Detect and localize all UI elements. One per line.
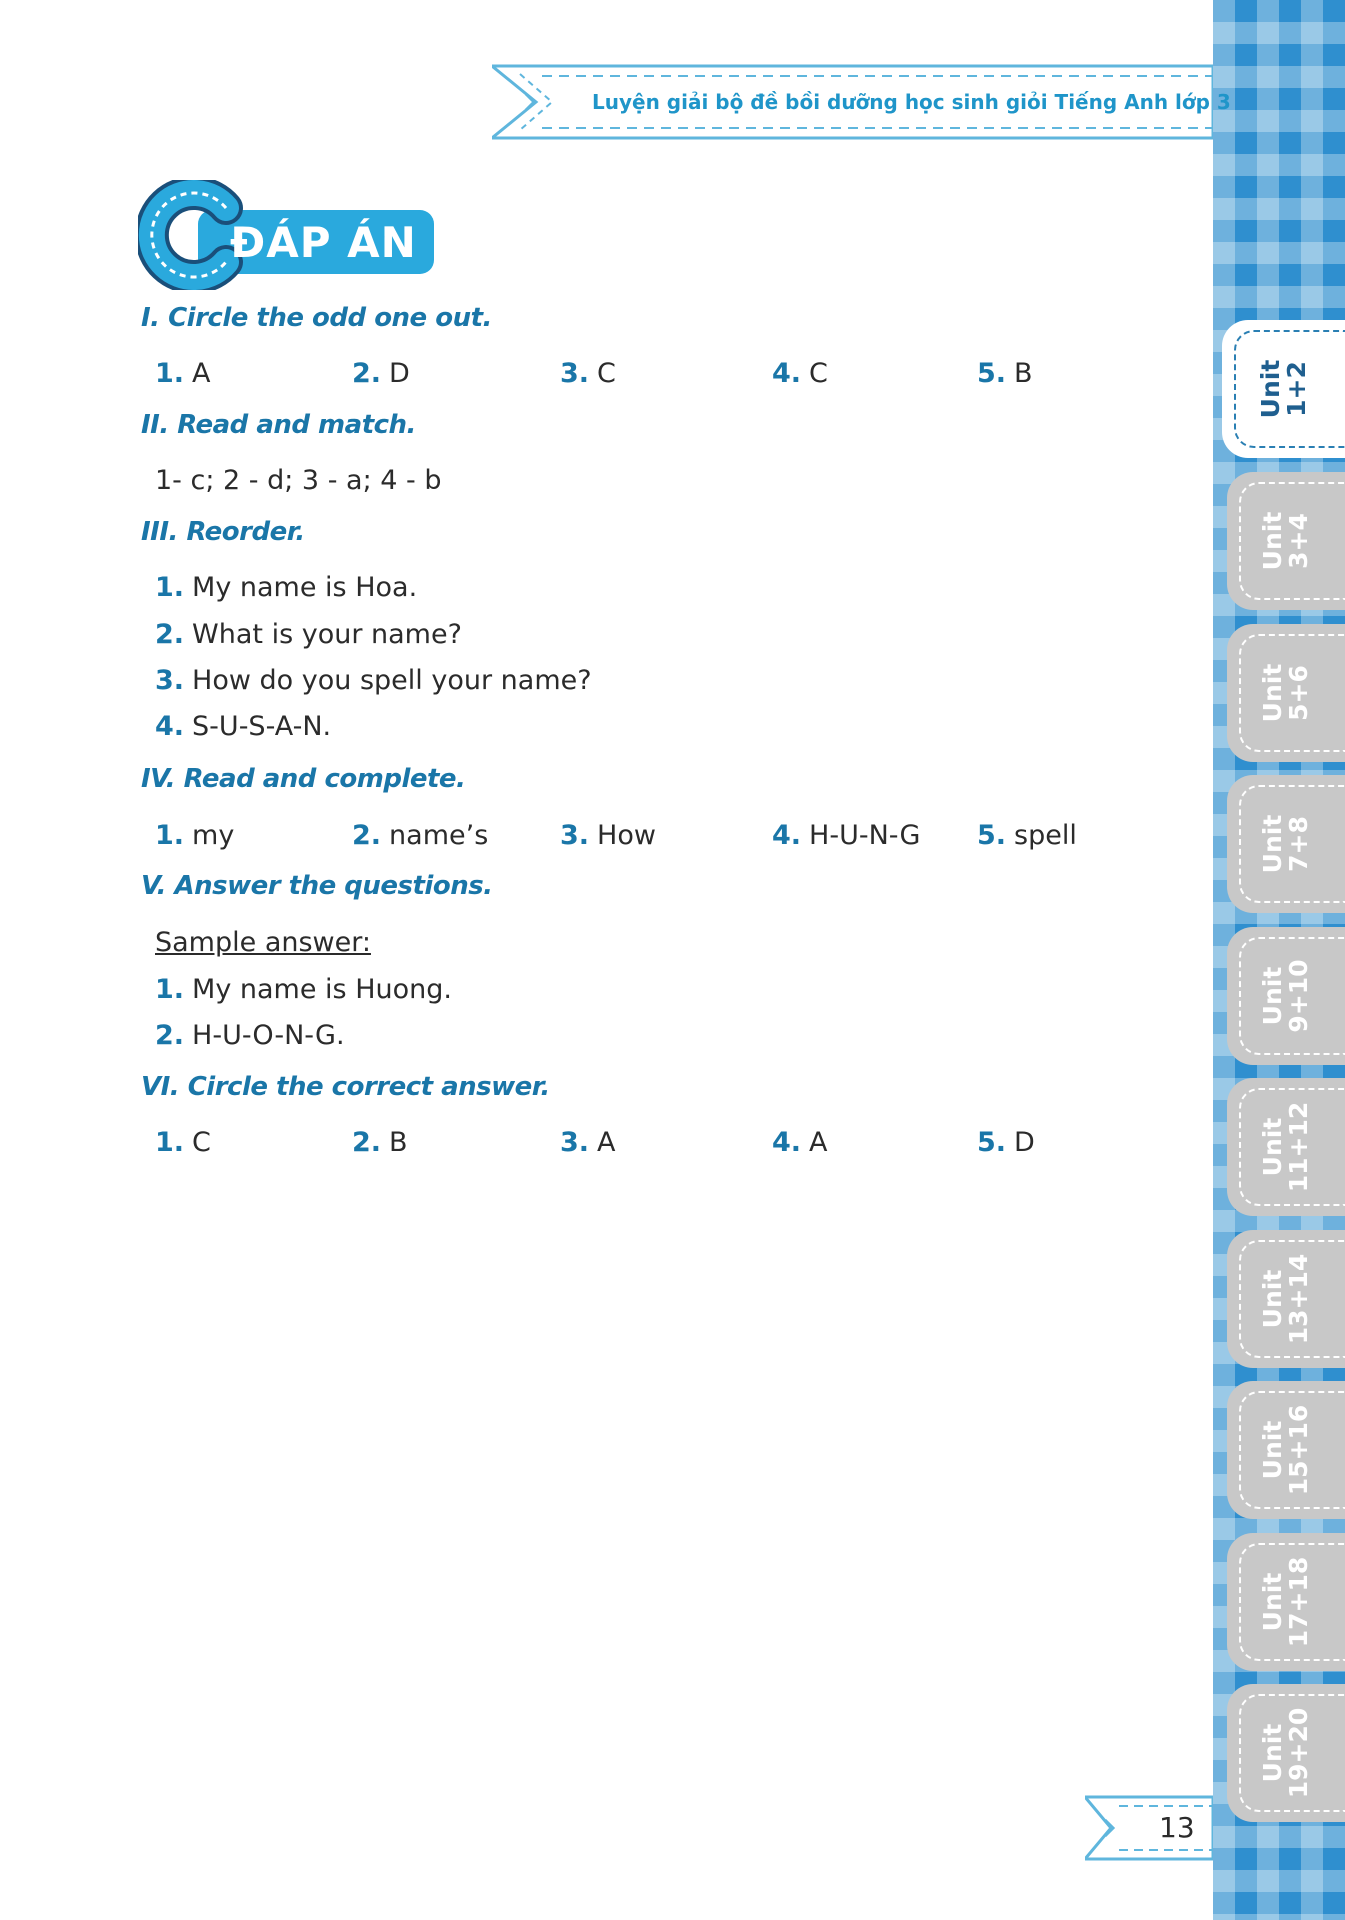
tab-range-label: 19+20 [1284,1707,1313,1799]
list-item [155,572,417,603]
item-number: 2. [352,358,382,389]
list-item [560,1127,616,1158]
match-answer [155,465,441,496]
item-number: 3. [560,358,590,389]
header-title: Luyện giải bộ đề bồi dưỡng học sinh giỏi Tiếng Anh lớp 3 [592,90,1231,114]
item-number: 1. [155,572,185,603]
tab-unit-label: Unit [1258,663,1287,723]
section-heading-2: II. Read and match. [141,410,416,440]
item-answer: H-U-N-G [809,820,921,851]
list-item [155,711,331,742]
list-item [772,358,828,389]
list-item [155,1020,345,1051]
item-answer: D [389,358,410,389]
list-item [155,665,592,696]
tab-unit-label: Unit [1258,1723,1287,1783]
item-number: 5. [977,820,1007,851]
tab-range-label: 9+10 [1284,959,1313,1033]
page-number-badge [1085,1795,1213,1861]
section-heading-6: VI. Circle the correct answer. [141,1072,550,1102]
tab-unit-label: Unit [1258,1420,1287,1480]
item-answer: My name is Hoa. [192,572,418,603]
tab-unit-5-6[interactable] [1227,624,1345,762]
item-number: 5. [977,358,1007,389]
list-item [352,1127,408,1158]
item-number: 3. [560,820,590,851]
item-number: 1. [155,820,185,851]
tab-unit-label: Unit [1255,359,1285,419]
list-item [352,820,488,851]
list-item [155,820,234,851]
item-answer: How do you spell your name? [192,665,592,696]
item-number: 5. [977,1127,1007,1158]
tab-unit-label: Unit [1258,814,1287,874]
item-number: 4. [772,820,802,851]
tab-unit-1-2[interactable] [1222,320,1345,458]
list-item [977,1127,1035,1158]
item-answer: A [192,358,211,389]
item-answer: D [1014,1127,1035,1158]
sample-answer-label [155,927,371,958]
section-heading-3: III. Reorder. [141,517,305,547]
list-item [977,358,1033,389]
list-item [155,974,452,1005]
item-number: 3. [155,665,185,696]
tab-range-label: 5+6 [1284,665,1313,721]
item-answer: C [192,1127,211,1158]
tab-unit-label: Unit [1258,1572,1287,1632]
tab-unit-15-16[interactable] [1227,1381,1345,1519]
tab-unit-label: Unit [1258,1117,1287,1177]
section-heading-4: IV. Read and complete. [141,764,466,794]
tab-range-label: 17+18 [1284,1556,1313,1648]
list-item [352,358,410,389]
item-answer: spell [1014,820,1077,851]
item-answer: How [597,820,656,851]
tab-unit-11-12[interactable] [1227,1078,1345,1216]
tab-unit-9-10[interactable] [1227,927,1345,1065]
section-heading-5: V. Answer the questions. [141,871,493,901]
item-answer: C [809,358,828,389]
badge-label: ĐÁP ÁN [230,218,417,267]
list-item [155,619,462,650]
tab-range-label: 7+8 [1284,816,1313,872]
tab-range-label: 3+4 [1284,513,1313,569]
item-number: 1. [155,358,185,389]
tab-range-label: 1+2 [1281,361,1311,417]
header-banner [492,64,1231,140]
item-number: 4. [772,1127,802,1158]
item-number: 4. [772,358,802,389]
item-number: 2. [155,619,185,650]
svg-text:C: C [138,180,139,181]
tab-unit-label: Unit [1258,1269,1287,1329]
tab-unit-13-14[interactable] [1227,1230,1345,1368]
tab-range-label: 15+16 [1284,1404,1313,1496]
tab-unit-19-20[interactable] [1227,1684,1345,1822]
item-answer: C [597,358,616,389]
item-number: 2. [155,1020,185,1051]
item-number: 2. [352,820,382,851]
item-number: 2. [352,1127,382,1158]
list-item [155,358,211,389]
item-number: 1. [155,1127,185,1158]
tab-unit-3-4[interactable] [1227,472,1345,610]
item-answer: S-U-S-A-N. [192,711,332,742]
tab-range-label: 11+12 [1284,1101,1313,1193]
match-answer-text: 1- c; 2 - d; 3 - a; 4 - b [155,465,442,496]
item-answer: A [597,1127,616,1158]
item-answer: B [389,1127,408,1158]
page-number: 13 [1159,1811,1195,1844]
tab-unit-7-8[interactable] [1227,775,1345,913]
item-number: 4. [155,711,185,742]
item-answer: my [192,820,235,851]
tab-unit-label: Unit [1258,511,1287,571]
list-item [772,820,920,851]
list-item [772,1127,828,1158]
item-answer: B [1014,358,1033,389]
item-answer: name’s [389,820,489,851]
list-item [977,820,1077,851]
list-item [155,1127,211,1158]
list-item [560,820,656,851]
item-number: 1. [155,974,185,1005]
answer-badge [138,180,448,290]
section-heading-1: I. Circle the odd one out. [141,303,492,333]
tab-unit-17-18[interactable] [1227,1533,1345,1671]
item-answer: A [809,1127,828,1158]
item-answer: H-U-O-N-G. [192,1020,345,1051]
tab-unit-label: Unit [1258,966,1287,1026]
list-item [560,358,616,389]
item-number: 3. [560,1127,590,1158]
tab-range-label: 13+14 [1284,1253,1313,1345]
item-answer: My name is Huong. [192,974,452,1005]
item-answer: What is your name? [192,619,462,650]
sample-answer-text: Sample answer: [155,927,371,958]
